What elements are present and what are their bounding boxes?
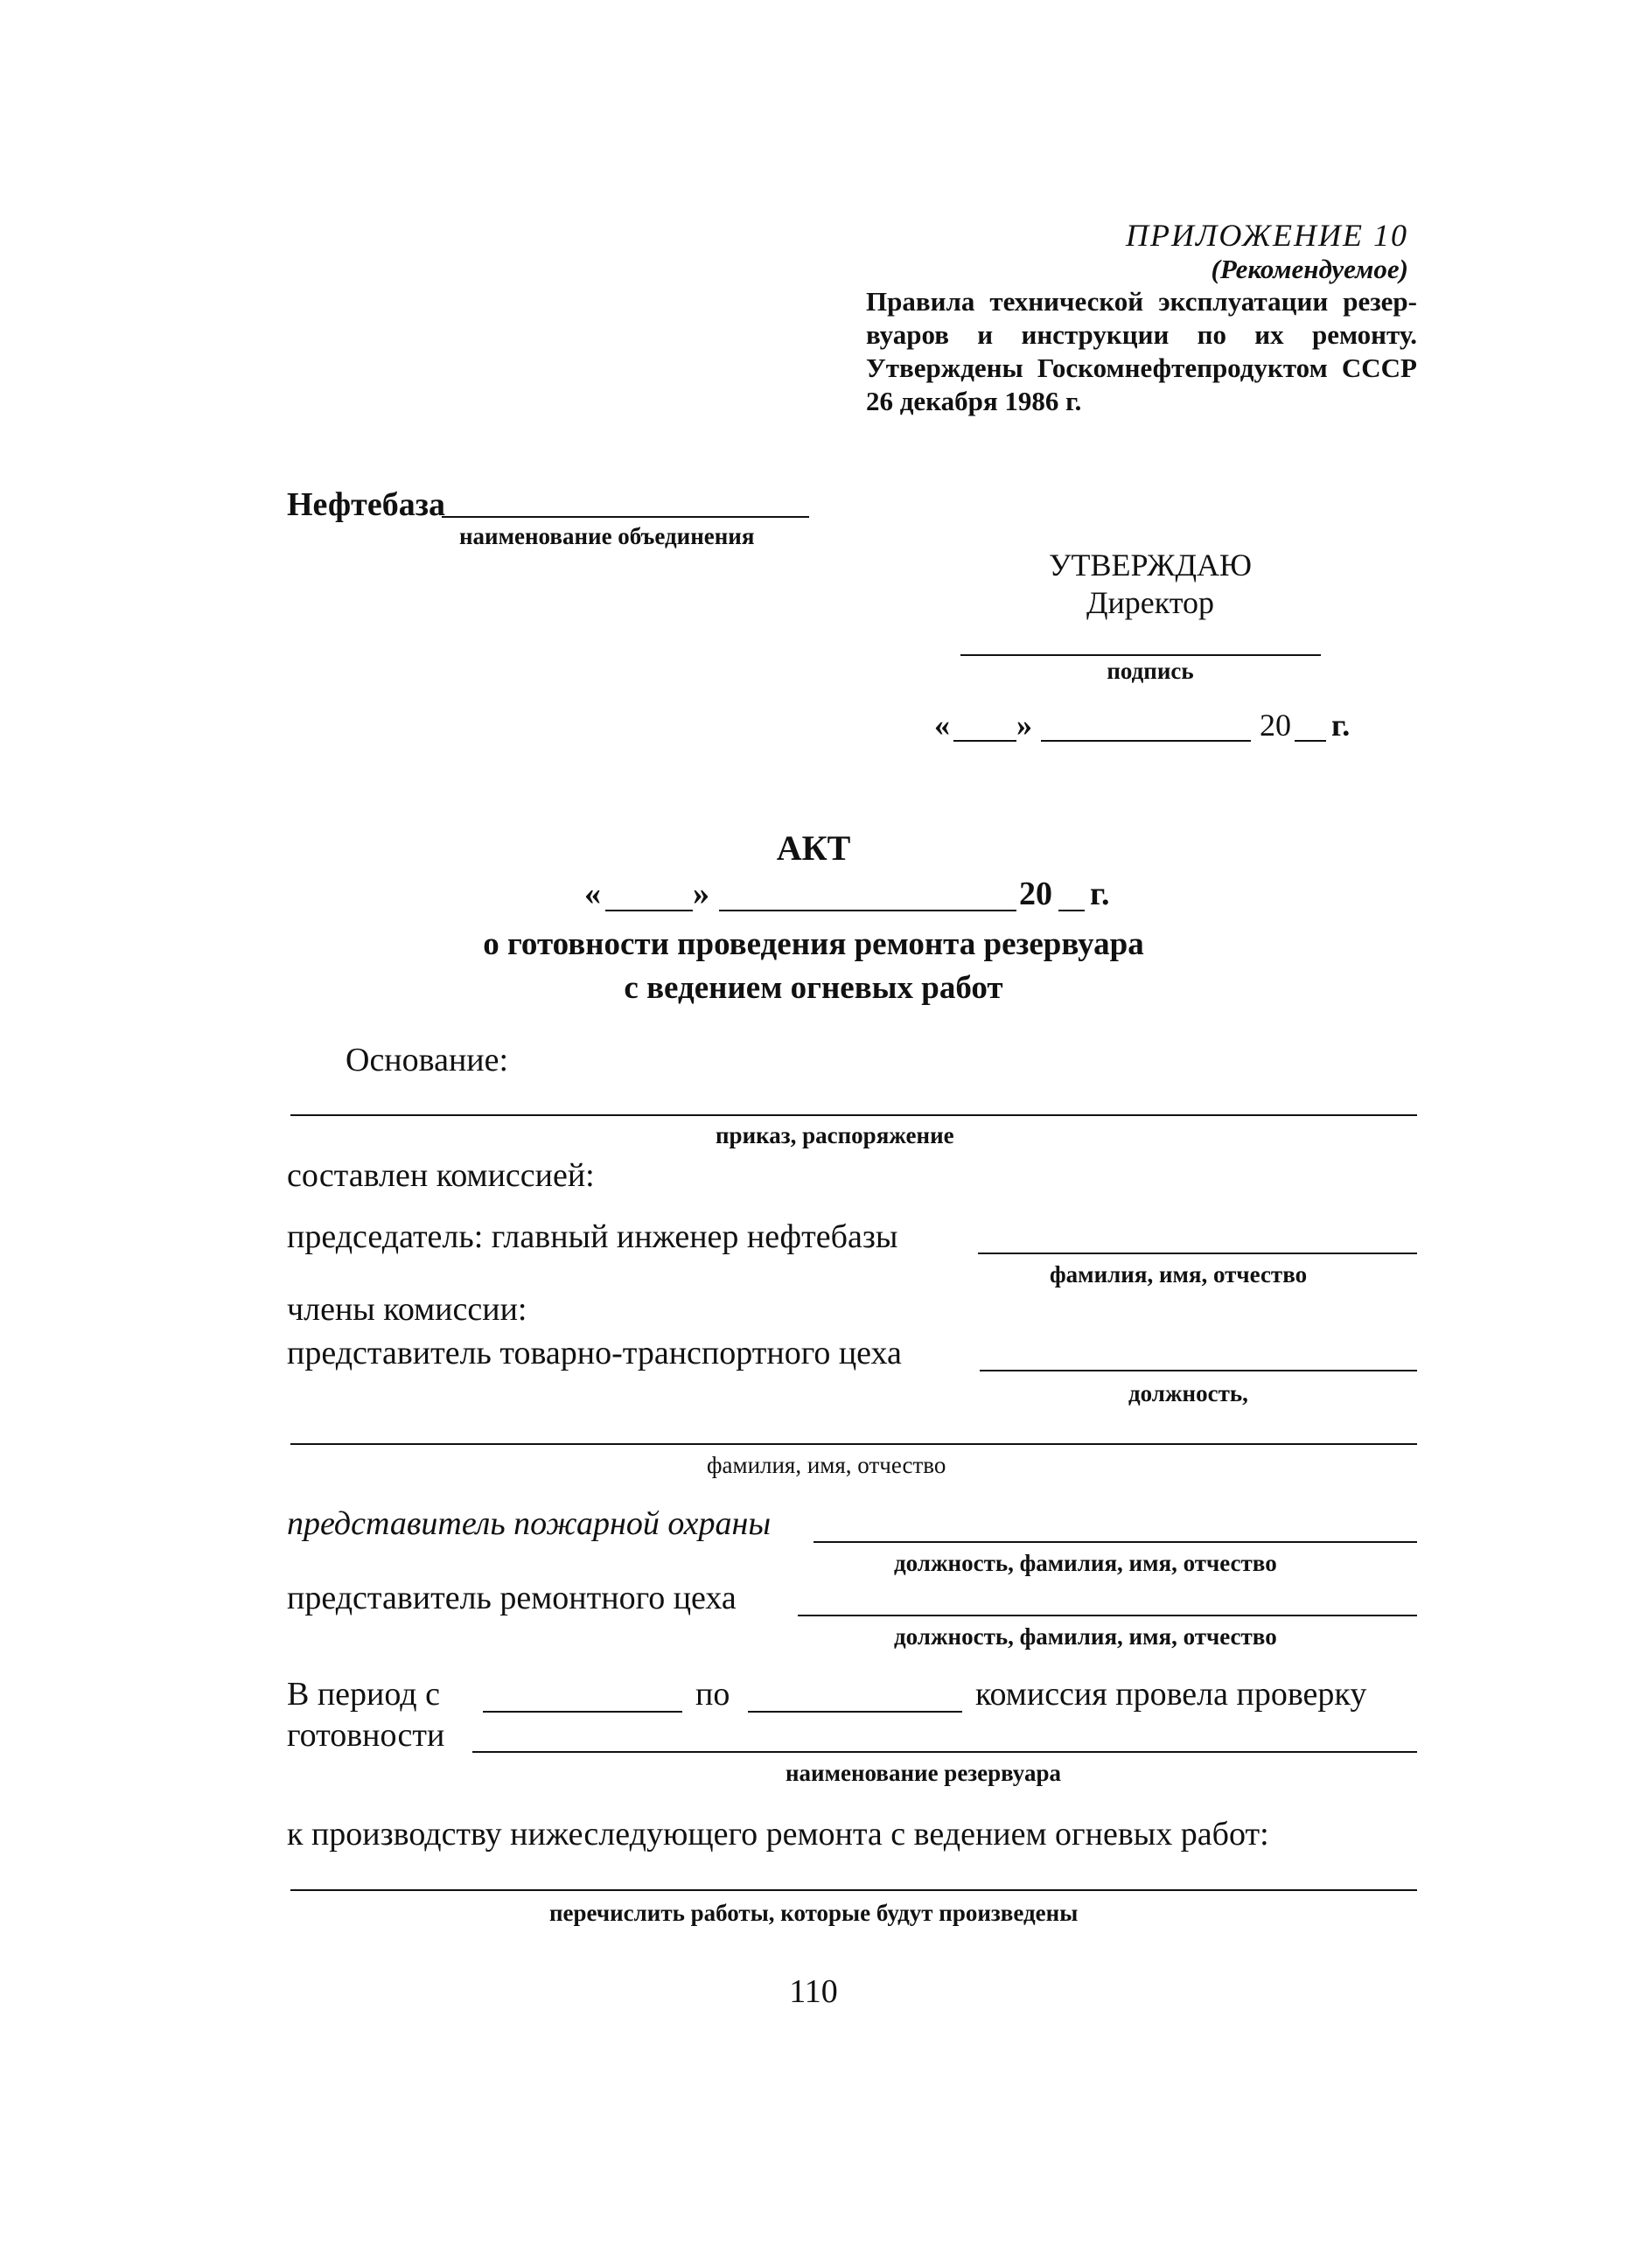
period-start-field[interactable] [483, 1711, 682, 1713]
act-year-prefix: 20 [1019, 876, 1052, 912]
tank-name-field[interactable] [472, 1751, 1417, 1753]
act-subtitle-line1: о готовности проведения ремонта резервуара [483, 926, 1144, 962]
act-date-close-quote: » [693, 876, 709, 912]
approval-month-field[interactable] [1041, 740, 1251, 742]
repair-rep-caption: должность, фамилия, имя, отчество [894, 1623, 1277, 1650]
fire-rep-field[interactable] [814, 1541, 1417, 1543]
basis-label: Основание: [346, 1042, 509, 1078]
appendix-description [866, 285, 1417, 418]
oil-depot-label: Нефтебаза [287, 486, 445, 523]
repair-rep-field[interactable] [798, 1615, 1417, 1616]
description-line: Правила технической эксплуатации резер- [866, 286, 1417, 317]
chairman-name-field[interactable] [978, 1253, 1417, 1254]
approval-date-open-quote: « [934, 708, 950, 743]
director-signature-field[interactable] [960, 654, 1321, 656]
approval-position: Директор [1086, 585, 1215, 620]
page-number: 110 [789, 1973, 838, 2010]
fire-rep-caption: должность, фамилия, имя, отчество [894, 1550, 1277, 1576]
approval-year-prefix: 20 [1260, 708, 1291, 743]
fire-rep-label: представитель пожарной охраны [287, 1505, 772, 1542]
signature-caption: подпись [1107, 658, 1194, 684]
composed-label: составлен комиссией: [287, 1157, 595, 1194]
approval-day-field[interactable] [953, 740, 1016, 742]
transport-rep-label: представитель товарно-транспортного цеха [287, 1335, 902, 1371]
act-year-field[interactable] [1058, 910, 1085, 911]
chairman-label: председатель: главный инженер нефтебазы [287, 1218, 898, 1255]
approval-title: УТВЕРЖДАЮ [1048, 548, 1253, 583]
transport-rep-name-field[interactable] [290, 1443, 1417, 1445]
act-title: АКТ [776, 828, 851, 868]
basis-caption: приказ, распоряжение [716, 1122, 954, 1148]
description-line: вуаров и инструкции по их ремонту. [866, 319, 1417, 350]
tank-name-caption: наименование резервуара [786, 1760, 1061, 1786]
readiness-label: готовности [287, 1717, 445, 1754]
period-to-label: по [695, 1676, 730, 1713]
transport-rep-caption: должность, [1128, 1380, 1248, 1406]
description-line: 26 декабря 1986 г. [866, 386, 1082, 416]
repair-rep-label: представитель ремонтного цеха [287, 1580, 737, 1616]
period-rest-label: комиссия провела проверку [975, 1676, 1367, 1713]
oil-depot-caption: наименование объединения [459, 523, 755, 549]
transport-rep-position-field[interactable] [980, 1370, 1417, 1371]
period-from-label: В период с [287, 1676, 440, 1713]
description-line: Утверждены Госкомнефтепродуктом СССР [866, 352, 1417, 383]
transport-rep-name-caption: фамилия, имя, отчество [707, 1452, 946, 1478]
appendix-note: (Рекомендуемое) [1211, 254, 1408, 284]
works-label: к производству нижеследующего ремонта с ведением огневых работ: [287, 1816, 1269, 1853]
act-day-field[interactable] [605, 910, 693, 911]
act-year-suffix: г. [1090, 876, 1110, 912]
act-month-field[interactable] [719, 910, 1016, 911]
chairman-caption: фамилия, имя, отчество [1050, 1261, 1308, 1288]
approval-year-field[interactable] [1295, 740, 1326, 742]
members-label: члены комиссии: [287, 1291, 527, 1328]
act-subtitle-line2: с ведением огневых работ [624, 970, 1003, 1006]
act-date-open-quote: « [584, 876, 601, 912]
oil-depot-field[interactable] [442, 516, 809, 518]
approval-year-suffix: г. [1331, 708, 1351, 743]
works-list-field[interactable] [290, 1889, 1417, 1891]
basis-field[interactable] [290, 1114, 1417, 1116]
appendix-title: ПРИЛОЖЕНИЕ 10 [1126, 218, 1408, 253]
period-end-field[interactable] [748, 1711, 962, 1713]
works-caption: перечислить работы, которые будут произведены [549, 1900, 1079, 1926]
approval-date-close-quote: » [1016, 708, 1032, 743]
